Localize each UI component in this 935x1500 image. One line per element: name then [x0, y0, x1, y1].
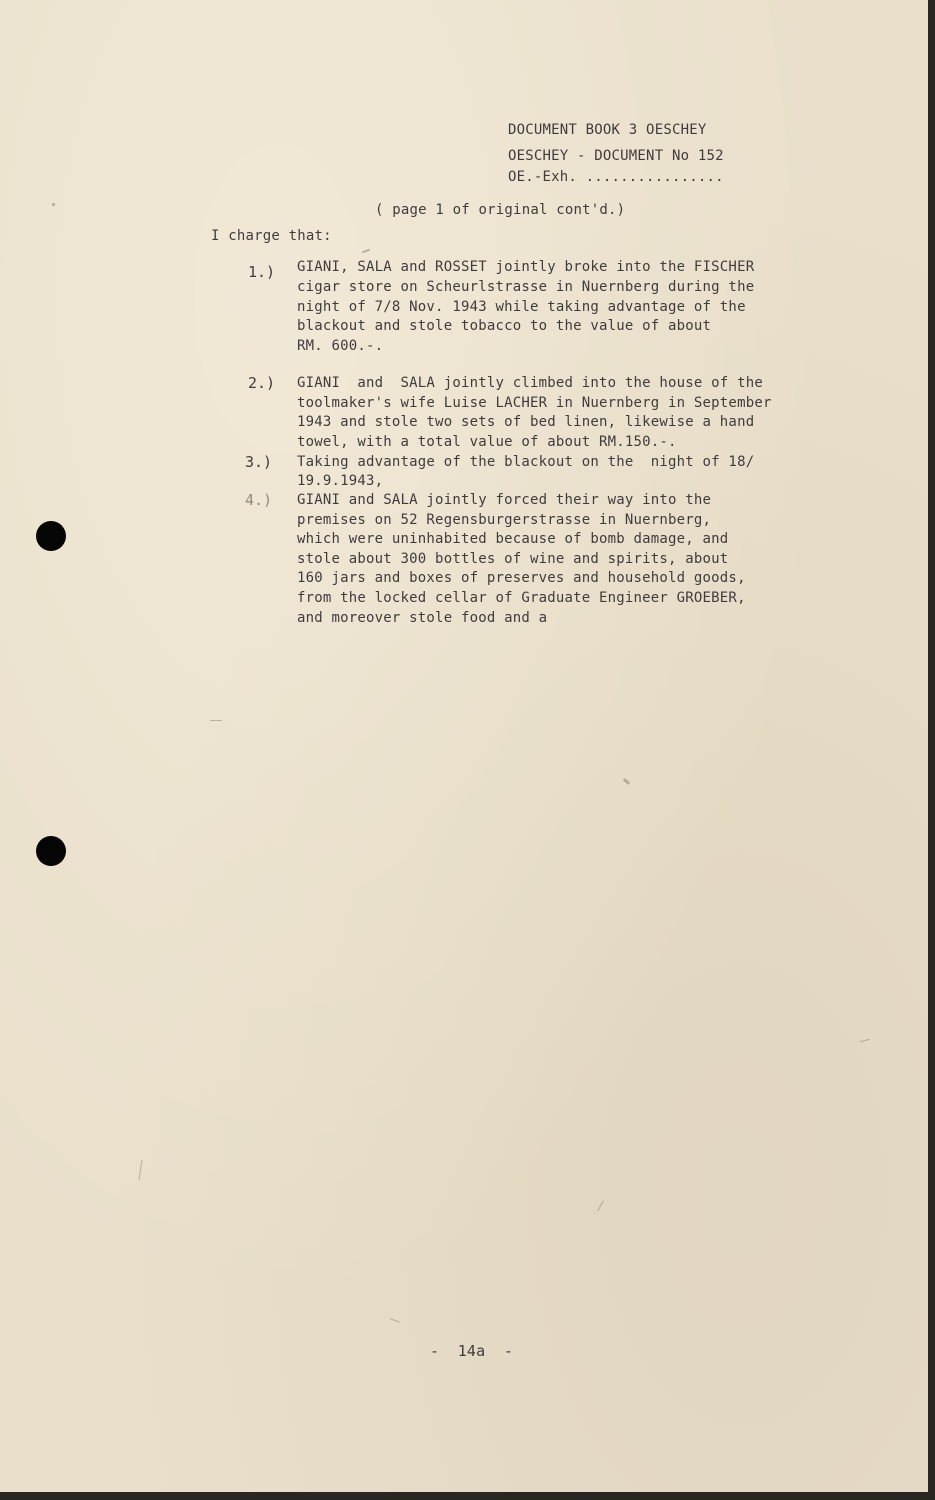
item-4-line-5: 160 jars and boxes of preserves and household goods,: [297, 570, 746, 586]
item-4-line-2: premises on 52 Regensburgerstrasse in Nuernberg,: [297, 512, 712, 528]
item-3-line-1: Taking advantage of the blackout on the night of 18/: [297, 454, 755, 470]
paper-mark: [139, 1160, 143, 1180]
item-4-line-1: GIANI and SALA jointly forced their way into the: [297, 492, 712, 508]
page-number: - 14a -: [430, 1342, 514, 1360]
item-4-line-6: from the locked cellar of Graduate Engineer GROEBER,: [297, 590, 746, 606]
paper-mark: [362, 249, 370, 254]
charge-intro: I charge that:: [211, 228, 332, 244]
paper-mark: [52, 203, 55, 206]
item-2-number: 2.): [248, 374, 276, 392]
item-1-line-5: RM. 600.-.: [297, 338, 384, 354]
item-4-line-7: and moreover stole food and a: [297, 610, 548, 626]
item-1-line-3: night of 7/8 Nov. 1943 while taking advantage of the: [297, 299, 746, 315]
paper-mark: [623, 778, 630, 785]
item-1-number: 1.): [248, 263, 276, 281]
item-2-line-4: towel, with a total value of about RM.150.-.: [297, 434, 677, 450]
paper-mark: [597, 1201, 604, 1212]
item-1-line-1: GIANI, SALA and ROSSET jointly broke into the FISCHER: [297, 259, 755, 275]
item-2-line-1: GIANI and SALA jointly climbed into the house of the: [297, 375, 763, 391]
paper-mark: [210, 720, 222, 721]
header-exhibit: OE.-Exh. ................: [508, 169, 724, 185]
item-2-line-2: toolmaker's wife Luise LACHER in Nuernberg in September: [297, 395, 772, 411]
item-1-line-2: cigar store on Scheurlstrasse in Nuernberg during the: [297, 279, 755, 295]
punch-hole-upper: [36, 521, 66, 551]
item-4-line-4: stole about 300 bottles of wine and spirits, about: [297, 551, 729, 567]
item-4-number: 4.): [245, 491, 273, 509]
item-2-line-3: 1943 and stole two sets of bed linen, likewise a hand: [297, 414, 755, 430]
item-4-line-3: which were uninhabited because of bomb damage, and: [297, 531, 729, 547]
paper-mark: [390, 1318, 400, 1322]
item-3-line-2: 19.9.1943,: [297, 473, 384, 489]
punch-hole-lower: [36, 836, 66, 866]
paper-mark: [860, 1039, 870, 1043]
item-1-line-4: blackout and stole tobacco to the value of about: [297, 318, 712, 334]
header-document-book: DOCUMENT BOOK 3 OESCHEY: [508, 122, 707, 138]
page-reference: ( page 1 of original cont'd.): [375, 202, 626, 218]
header-document-number: OESCHEY - DOCUMENT No 152: [508, 148, 724, 164]
item-3-number: 3.): [245, 453, 273, 471]
